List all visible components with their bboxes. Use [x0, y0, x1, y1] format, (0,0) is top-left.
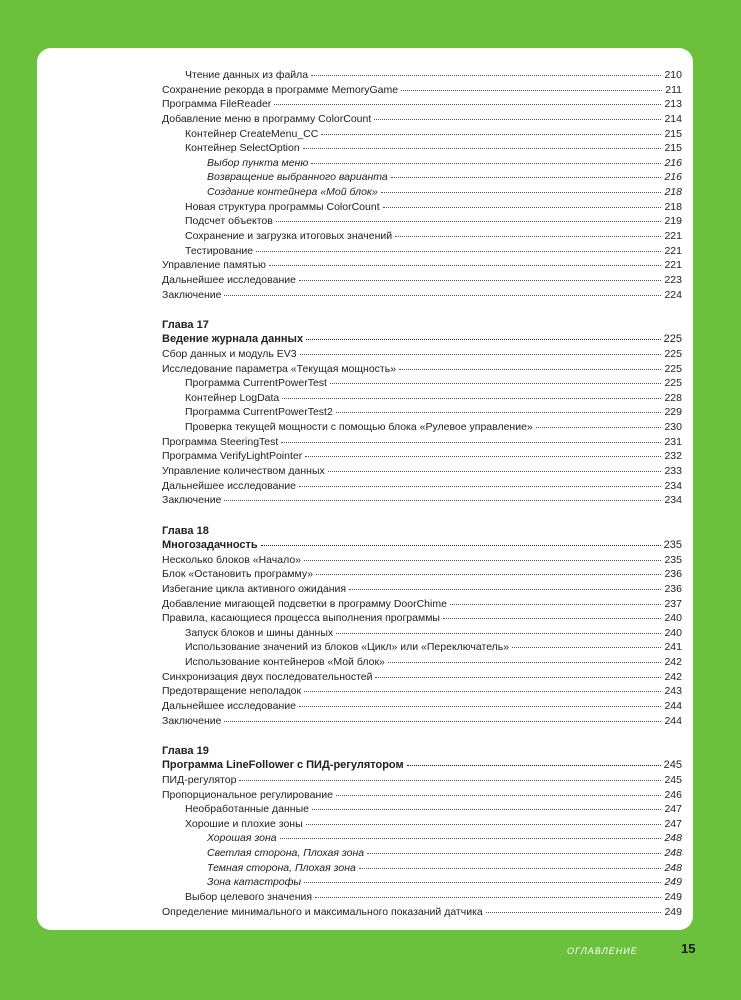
toc-entry-title: Возвращение выбранного варианта — [207, 171, 388, 184]
toc-entry — [162, 288, 682, 303]
dot-leader — [305, 456, 661, 457]
table-of-contents — [162, 68, 682, 919]
toc-entry — [162, 773, 682, 788]
toc-entry-page: 232 — [664, 450, 682, 463]
toc-entry-title: Предотвращение неполадок — [162, 685, 302, 698]
dot-leader — [299, 486, 662, 487]
toc-entry-page: 240 — [664, 626, 682, 639]
toc-entry-title: Подсчет объектов — [185, 215, 273, 228]
toc-entry — [162, 640, 682, 655]
dot-leader — [311, 75, 661, 76]
toc-entry-page: 223 — [664, 273, 682, 286]
toc-entry-title: Управление количеством данных — [162, 465, 325, 478]
toc-entry-page: 246 — [664, 788, 682, 801]
book-page — [37, 48, 693, 930]
toc-entry-title: Темная сторона, Плохая зона — [207, 861, 356, 874]
dot-leader — [349, 589, 661, 590]
toc-entry-page: 236 — [664, 582, 682, 595]
dot-leader — [312, 809, 662, 810]
toc-entry-title: Многозадачность — [162, 538, 258, 551]
toc-entry-title: Контейнер SelectOption — [185, 142, 300, 155]
toc-entry — [162, 464, 682, 479]
chapter-title — [162, 758, 682, 773]
toc-entry-page: 221 — [664, 259, 682, 272]
dot-leader — [391, 177, 662, 178]
toc-entry-page: 215 — [664, 142, 682, 155]
toc-entry-page: 245 — [663, 759, 682, 772]
toc-entry-title: Сохранение и загрузка итоговых значений — [185, 230, 393, 243]
toc-entry — [162, 626, 682, 641]
chapter-title — [162, 332, 682, 347]
dot-leader — [383, 207, 662, 208]
dot-leader — [299, 280, 662, 281]
dot-leader — [282, 398, 661, 399]
dot-leader — [399, 369, 661, 370]
dot-leader — [261, 545, 661, 546]
dot-leader — [316, 574, 661, 575]
toc-entry-title: Несколько блоков «Начало» — [162, 553, 301, 566]
toc-entry — [162, 802, 682, 817]
toc-entry-page: 248 — [664, 832, 682, 845]
toc-entry — [162, 890, 682, 905]
toc-entry-page: 225 — [664, 362, 682, 375]
toc-entry-title: Заключение — [162, 714, 222, 727]
toc-entry — [162, 127, 682, 142]
toc-entry — [162, 97, 682, 112]
toc-entry-page: 235 — [663, 538, 682, 551]
toc-entry-title: Контейнер LogData — [185, 391, 280, 404]
toc-entry-title: Программа SteeringTest — [162, 435, 279, 448]
toc-entry-page: 225 — [663, 333, 682, 346]
toc-entry — [162, 493, 682, 508]
toc-entry — [162, 788, 682, 803]
toc-entry-title: Необработанные данные — [185, 803, 309, 816]
toc-entry-title: Заключение — [162, 494, 222, 507]
dot-leader — [367, 853, 661, 854]
toc-entry-title: Новая структура программы ColorCount — [185, 200, 380, 213]
toc-entry-title: Запуск блоков и шины данных — [185, 626, 334, 639]
toc-entry-page: 215 — [664, 127, 682, 140]
toc-entry — [162, 684, 682, 699]
toc-entry — [162, 699, 682, 714]
toc-entry-page: 241 — [664, 641, 682, 654]
dot-leader — [336, 633, 661, 634]
dot-leader — [274, 104, 661, 105]
toc-entry — [162, 156, 682, 171]
dot-leader — [401, 90, 662, 91]
toc-entry — [162, 362, 682, 377]
toc-entry — [162, 597, 682, 612]
dot-leader — [269, 265, 662, 266]
toc-entry-page: 210 — [664, 69, 682, 81]
toc-entry — [162, 258, 682, 273]
toc-entry-page: 221 — [664, 230, 682, 243]
toc-entry — [162, 905, 682, 920]
dot-leader — [328, 471, 662, 472]
dot-leader — [330, 383, 662, 384]
toc-entry-title: Тестирование — [185, 244, 254, 257]
toc-entry-page: 249 — [664, 876, 682, 889]
toc-entry-title: Сохранение рекорда в программе MemoryGame — [162, 83, 399, 96]
toc-entry — [162, 567, 682, 582]
toc-entry-title: Проверка текущей мощности с помощью блока «Рулевое управление» — [185, 421, 533, 434]
toc-entry-page: 243 — [664, 685, 682, 698]
dot-leader — [304, 882, 661, 883]
toc-entry-page: 231 — [664, 435, 682, 448]
dot-leader — [336, 412, 662, 413]
toc-entry — [162, 185, 682, 200]
dot-leader — [536, 427, 662, 428]
dot-leader — [256, 251, 661, 252]
toc-entry-title: Дальнейшее исследование — [162, 699, 296, 712]
dot-leader — [304, 691, 661, 692]
toc-entry-page: 228 — [664, 391, 682, 404]
footer-page-number: 15 — [681, 941, 696, 956]
chapter-label: Глава 18 — [162, 524, 209, 537]
toc-entry-title: Использование контейнеров «Мой блок» — [185, 656, 385, 669]
dot-leader — [224, 721, 661, 722]
chapter-label: Глава 17 — [162, 319, 209, 332]
toc-entry — [162, 582, 682, 597]
toc-entry — [162, 170, 682, 185]
chapter-label: Глава 19 — [162, 745, 209, 758]
toc-entry-title: Управление памятью — [162, 259, 266, 272]
toc-entry-page: 236 — [664, 568, 682, 581]
toc-entry-page: 224 — [664, 288, 682, 301]
footer-section-label: ОГЛАВЛЕНИЕ — [567, 946, 638, 956]
toc-entry-page: 244 — [664, 714, 682, 727]
toc-entry-title: Программа FileReader — [162, 98, 272, 111]
dot-leader — [486, 912, 662, 913]
toc-entry-title: Блок «Остановить программу» — [162, 568, 314, 581]
dot-leader — [300, 354, 662, 355]
toc-entry — [162, 214, 682, 229]
toc-entry-page: 234 — [664, 494, 682, 507]
toc-entry-title: Программа CurrentPowerTest — [185, 377, 327, 390]
dot-leader — [443, 618, 662, 619]
toc-entry-page: 248 — [664, 861, 682, 874]
toc-entry-page: 242 — [664, 656, 682, 669]
dot-leader — [374, 119, 661, 120]
toc-entry-page: 225 — [664, 347, 682, 360]
dot-leader — [224, 295, 661, 296]
dot-leader — [306, 824, 662, 825]
toc-entry-page: 247 — [664, 803, 682, 816]
toc-entry — [162, 861, 682, 876]
toc-entry-title: Хорошая зона — [207, 832, 277, 845]
toc-entry-title: Хорошие и плохие зоны — [185, 817, 303, 830]
toc-entry-page: 219 — [664, 215, 682, 228]
toc-entry-page: 247 — [664, 817, 682, 830]
chapter-title — [162, 538, 682, 553]
toc-entry-title: Ведение журнала данных — [162, 333, 304, 346]
dot-leader — [407, 765, 661, 766]
toc-entry — [162, 83, 682, 98]
toc-entry-title: Исследование параметра «Текущая мощность» — [162, 362, 397, 375]
dot-leader — [303, 148, 662, 149]
toc-entry-page: 218 — [664, 200, 682, 213]
toc-entry-title: Определение минимального и максимального показаний датчика — [162, 905, 483, 918]
toc-entry-page: 244 — [664, 699, 682, 712]
toc-entry — [162, 273, 682, 288]
toc-entry — [162, 229, 682, 244]
toc-entry — [162, 846, 682, 861]
toc-entry-title: Сбор данных и модуль EV3 — [162, 347, 297, 360]
toc-entry — [162, 611, 682, 626]
toc-entry — [162, 391, 682, 406]
dot-leader — [276, 221, 662, 222]
toc-entry-title: Чтение данных из файла — [185, 69, 309, 81]
toc-entry-page: 233 — [664, 465, 682, 478]
toc-entry-page: 213 — [664, 98, 682, 111]
dot-leader — [359, 868, 662, 869]
toc-entry-title: Светлая сторона, Плохая зона — [207, 847, 365, 860]
toc-entry — [162, 817, 682, 832]
dot-leader — [299, 706, 662, 707]
toc-entry-title: Добавление меню в программу ColorCount — [162, 112, 372, 125]
toc-entry — [162, 670, 682, 685]
toc-entry — [162, 714, 682, 729]
dot-leader — [304, 560, 661, 561]
toc-entry-page: 249 — [664, 905, 682, 918]
toc-entry-page: 234 — [664, 479, 682, 492]
dot-leader — [450, 604, 662, 605]
toc-entry-page: 240 — [664, 612, 682, 625]
toc-entry-title: Выбор пункта меню — [207, 156, 309, 169]
toc-entry-page: 249 — [664, 891, 682, 904]
toc-entry — [162, 376, 682, 391]
toc-entry — [162, 553, 682, 568]
toc-entry — [162, 449, 682, 464]
toc-entry — [162, 347, 682, 362]
toc-entry-title: Зона катастрофы — [207, 876, 302, 889]
toc-entry — [162, 112, 682, 127]
toc-entry-title: Заключение — [162, 288, 222, 301]
dot-leader — [321, 134, 661, 135]
dot-leader — [281, 442, 661, 443]
toc-entry-page: 242 — [664, 670, 682, 683]
toc-entry-page: 225 — [664, 377, 682, 390]
toc-entry — [162, 405, 682, 420]
dot-leader — [395, 236, 661, 237]
toc-entry-title: Программа CurrentPowerTest2 — [185, 406, 333, 419]
toc-entry — [162, 435, 682, 450]
toc-entry-page: 235 — [664, 553, 682, 566]
toc-entry-title: Контейнер CreateMenu_CC — [185, 127, 319, 140]
toc-entry-page: 221 — [664, 244, 682, 257]
dot-leader — [375, 677, 661, 678]
toc-entry-title: Пропорциональное регулирование — [162, 788, 333, 801]
dot-leader — [336, 795, 662, 796]
toc-entry-title: Программа VerifyLightPointer — [162, 450, 303, 463]
toc-entry-title: ПИД-регулятор — [162, 773, 237, 786]
toc-entry — [162, 875, 682, 890]
toc-entry-page: 218 — [664, 186, 682, 199]
toc-entry-title: Дальнейшее исследование — [162, 273, 296, 286]
dot-leader — [315, 897, 661, 898]
toc-entry — [162, 655, 682, 670]
dot-leader — [311, 163, 661, 164]
dot-leader — [306, 339, 661, 340]
toc-entry — [162, 200, 682, 215]
toc-entry-title: Избегание цикла активного ожидания — [162, 582, 347, 595]
toc-entry-page: 214 — [664, 112, 682, 125]
toc-entry-page: 216 — [664, 171, 682, 184]
toc-entry-page: 248 — [664, 847, 682, 860]
toc-entry-page: 229 — [664, 406, 682, 419]
toc-entry-page: 237 — [664, 597, 682, 610]
dot-leader — [239, 780, 661, 781]
toc-entry-title: Дальнейшее исследование — [162, 479, 296, 492]
dot-leader — [388, 662, 662, 663]
dot-leader — [381, 192, 662, 193]
toc-entry-title: Синхронизация двух последовательностей — [162, 670, 373, 683]
toc-entry-page: 245 — [664, 773, 682, 786]
toc-entry — [162, 244, 682, 259]
toc-entry — [162, 831, 682, 846]
dot-leader — [224, 500, 661, 501]
toc-entry — [162, 420, 682, 435]
toc-entry-page: 211 — [665, 83, 682, 96]
toc-entry-title: Добавление мигающей подсветки в программу DoorChime — [162, 597, 447, 610]
toc-entry — [162, 141, 682, 156]
toc-entry-page: 216 — [664, 156, 682, 169]
toc-entry-page: 230 — [664, 421, 682, 434]
dot-leader — [512, 647, 661, 648]
toc-entry-title: Использование значений из блоков «Цикл» или «Переключатель» — [185, 641, 510, 654]
toc-entry-title: Правила, касающиеся процесса выполнения программы — [162, 612, 440, 625]
dot-leader — [280, 838, 662, 839]
toc-entry-title: Выбор целевого значения — [185, 891, 313, 904]
toc-entry — [162, 68, 682, 83]
toc-entry — [162, 479, 682, 494]
toc-entry-title: Создание контейнера «Мой блок» — [207, 186, 378, 199]
toc-entry-title: Программа LineFollower с ПИД-регулятором — [162, 759, 404, 772]
